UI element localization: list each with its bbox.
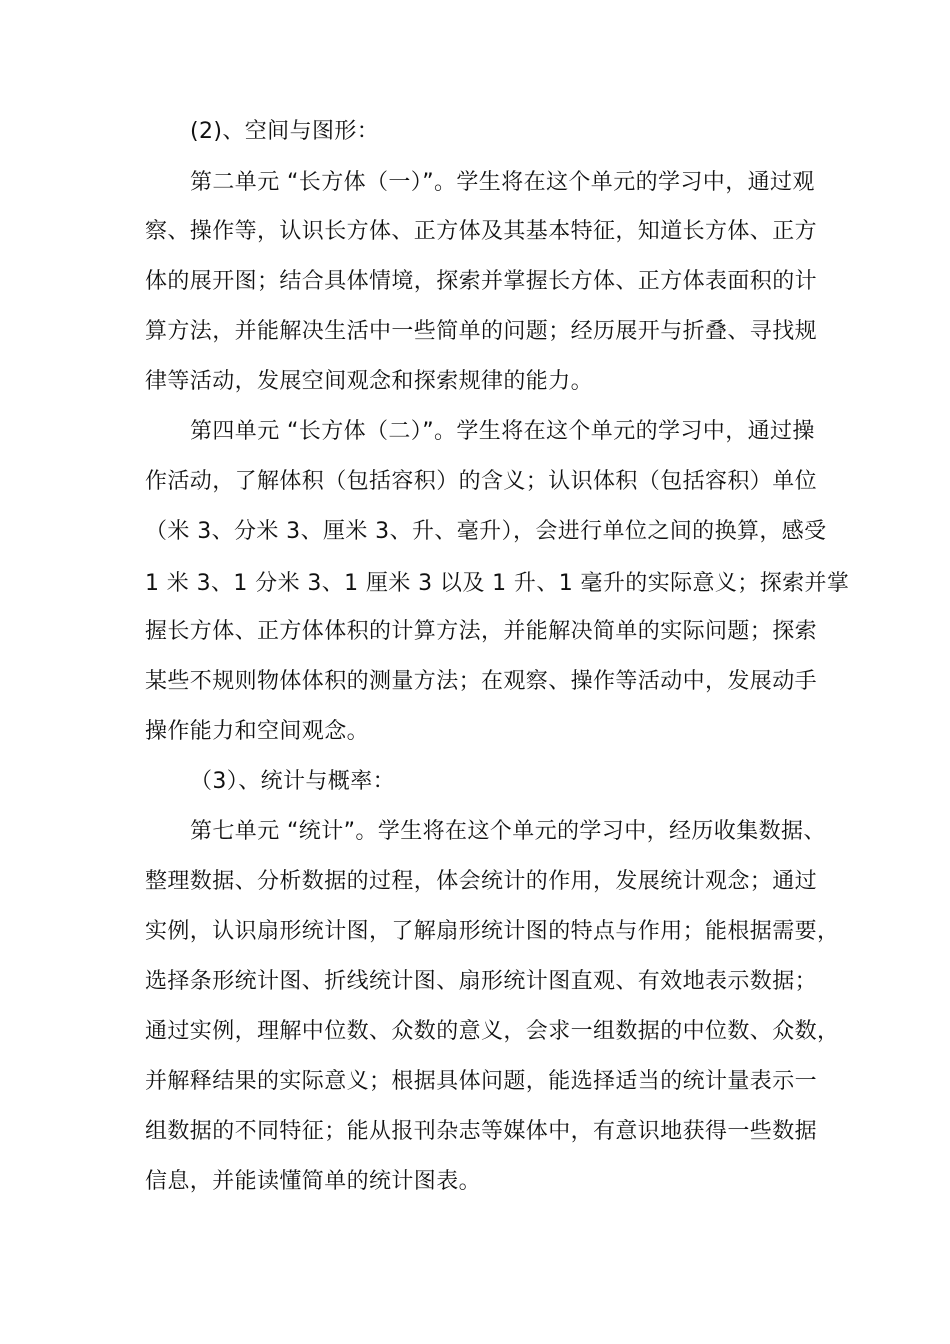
paragraph-line: 算方法，并能解决生活中一些简单的问题；经历展开与折叠、寻找规 (145, 319, 818, 344)
paragraph-line: 某些不规则物体体积的测量方法；在观察、操作等活动中，发展动手 (145, 669, 818, 694)
paragraph-line: 律等活动，发展空间观念和探索规律的能力。 (145, 369, 594, 394)
paragraph-line: 整理数据、分析数据的过程，体会统计的作用，发展统计观念；通过 (145, 869, 818, 894)
paragraph-line: 选择条形统计图、折线统计图、扇形统计图直观、有效地表示数据； (145, 969, 818, 994)
section-heading-statistics-and-probability: （3）、统计与概率： (190, 769, 395, 794)
paragraph-line: 实例，认识扇形统计图，了解扇形统计图的特点与作用；能根据需要， (145, 919, 840, 944)
paragraph-line: 通过实例，理解中位数、众数的意义，会求一组数据的中位数、众数， (145, 1019, 840, 1044)
paragraph-line: 第七单元 “统计”。学生将在这个单元的学习中，经历收集数据、 (190, 819, 826, 844)
section-heading-space-and-shape: (2)、空间与图形： (190, 119, 380, 144)
paragraph-line: 体的展开图；结合具体情境，探索并掌握长方体、正方体表面积的计 (145, 269, 818, 294)
paragraph-line: 并解释结果的实际意义；根据具体问题，能选择适当的统计量表示一 (145, 1069, 818, 1094)
paragraph-line: 组数据的不同特征；能从报刊杂志等媒体中，有意识地获得一些数据 (145, 1119, 818, 1144)
paragraph-line: （米 3、分米 3、厘米 3、升、毫升），会进行单位之间的换算，感受 (145, 519, 827, 544)
paragraph-line: 第二单元 “长方体（一）”。学生将在这个单元的学习中，通过观 (190, 170, 815, 195)
paragraph-line: 察、操作等，认识长方体、正方体及其基本特征，知道长方体、正方 (145, 219, 818, 244)
paragraph-line: 作活动，了解体积（包括容积）的含义；认识体积（包括容积）单位 (145, 469, 818, 494)
paragraph-line: 信息，并能读懂简单的统计图表。 (145, 1169, 482, 1194)
paragraph-line: 1 米 3、1 分米 3、1 厘米 3 以及 1 升、1 毫升的实际意义；探索并掌 (145, 571, 850, 596)
paragraph-line: 第四单元 “长方体（二）”。学生将在这个单元的学习中，通过操 (190, 419, 815, 444)
paragraph-line: 操作能力和空间观念。 (145, 719, 370, 744)
paragraph-line: 握长方体、正方体体积的计算方法，并能解决简单的实际问题；探索 (145, 619, 818, 644)
